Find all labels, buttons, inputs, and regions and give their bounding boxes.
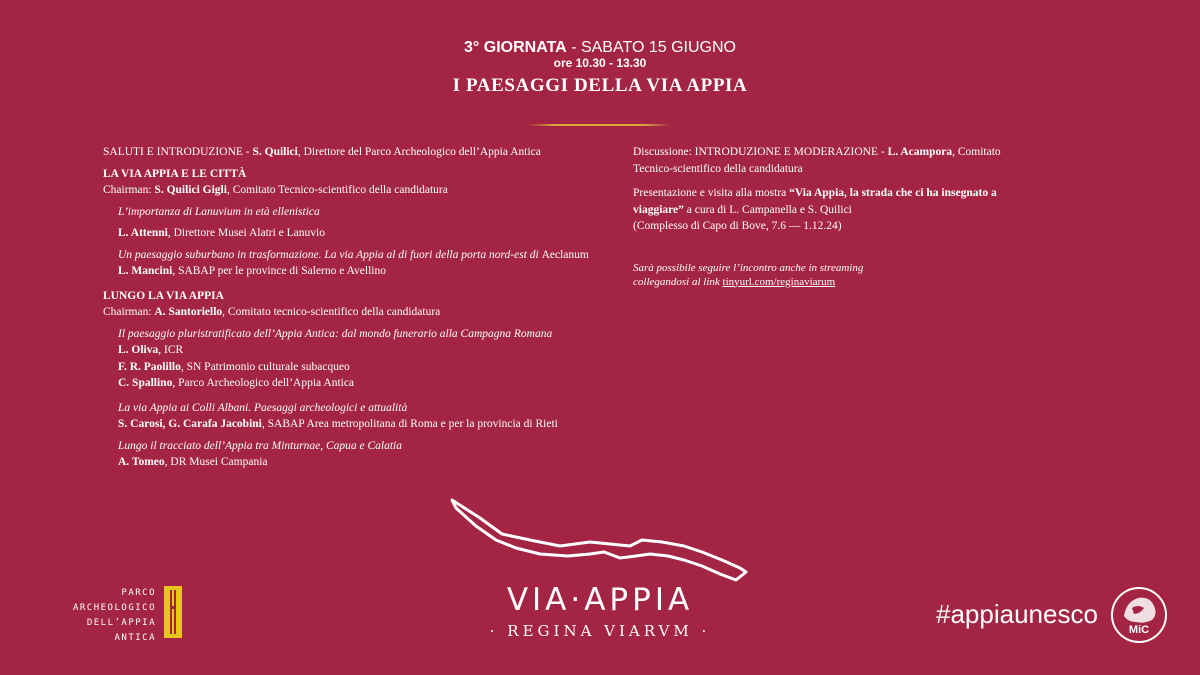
welcome-role: , Direttore del Parco Archeologico dell’Appia Antica [297,146,541,158]
exhibit-prefix: Presentazione e visita alla mostra [633,187,790,199]
chair-prefix: Chairman: [103,184,155,196]
speaker-role: , SABAP per le province di Salerno e Avellino [172,265,386,277]
welcome-prefix: SALUTI E INTRODUZIONE - [103,146,253,158]
section-title: LUNGO LA VIA APPIA [103,289,224,302]
chairman-line [103,304,623,321]
speaker-role: , Parco Archeologico dell’Appia Antica [172,377,355,389]
program-left-column [103,144,623,471]
talk-title: Il paesaggio pluristratificato dell’Appia Antica: dal mondo funerario alla Campagna Romana [118,327,553,340]
talk-speaker-line [103,359,623,376]
park-logo-line: ANTICA [114,633,156,643]
park-logo-line: ARCHEOLOGICO [72,603,156,613]
date-label: - SABATO 15 GIUGNO [571,39,736,56]
day-date-line [0,38,1200,57]
park-logo-text [70,586,156,646]
mic-ministry-logo-icon [1110,586,1168,644]
day-label: 3° GIORNATA [464,39,567,56]
hashtag: #appiaunesco [936,599,1098,629]
talk-title: La via Appia ai Colli Albani. Paesaggi archeologici e attualità [118,401,408,414]
speaker-role: , Direttore Musei Alatri e Lanuvio [167,227,325,239]
speaker-name: C. Spallino [118,377,173,389]
talk-speaker-line [103,454,623,471]
section-city [103,166,623,280]
brand-name: VIA·APPIA [506,582,694,618]
exhibit-block [633,185,1033,218]
talk-speaker-line [103,225,623,242]
streaming-link[interactable]: tinyurl.com/reginaviarum [722,275,836,288]
streaming-line [633,275,1053,289]
speaker-name: L. Oliva [118,344,159,356]
welcome-line [103,144,623,161]
via-appia-brand [400,582,800,640]
via-appia-route-icon [440,490,760,590]
speaker-role: , DR Musei Campania [164,456,268,468]
welcome-speaker: S. Quilici [252,146,298,158]
header [0,38,1200,97]
discussion-block [633,144,1033,177]
talk-speaker-line [103,342,623,359]
streaming-line: Sarà possibile seguire l’incontro anche in streaming [633,261,864,274]
talk-title [103,247,623,264]
park-logo-mark-icon [164,586,182,638]
streaming-prefix: collegandosi al link [633,275,723,288]
chair-name: A. Santoriello [154,306,223,318]
talk-speaker-line [103,263,623,280]
talk-title: L’importanza di Lanuvium in età ellenistica [118,205,320,218]
chair-role: , Comitato Tecnico-scientifico della candidatura [226,184,448,196]
section-along [103,288,623,471]
speaker-name: F. R. Paolillo [118,360,181,373]
exhibit-title: “Via Appia, la strada che ci ha insegnato a viaggiare” [633,187,997,216]
speaker-name: L. Mancini [118,265,173,277]
event-title: I PAESAGGI DELLA VIA APPIA [452,75,748,96]
chairman-line [103,182,623,199]
program-right-column [633,144,1053,289]
title-divider [528,124,670,126]
park-logo [70,586,156,646]
streaming-note [633,261,1053,289]
mic-label: MiC [1128,624,1150,636]
talk-speaker-line [103,375,623,392]
discussion-speaker: L. Acampora [887,146,953,158]
chair-prefix: Chairman: [103,306,155,318]
exhibit-venue: (Complesso di Capo di Bove, 7.6 — 1.12.24) [633,220,842,232]
hours: ore 10.30 - 13.30 [553,56,647,70]
speaker-name: A. Tomeo [118,456,165,468]
talk-title-place: Aeclanum [541,248,589,261]
section-title: LA VIA APPIA E LE CITTÀ [103,167,247,180]
talk-speaker-line [103,416,623,433]
chair-role: , Comitato tecnico-scientifico della candidatura [222,306,441,318]
speaker-role: , SN Patrimonio culturale subacqueo [180,360,350,373]
park-logo-line: DELL’APPIA [86,618,156,628]
speaker-role: , ICR [158,344,184,356]
talk-title-italic: Un paesaggio suburbano in trasformazione. La via Appia al di fuori della porta nord-est di [118,248,542,261]
brand-tagline: · REGINA VIARVM · [489,622,711,640]
discussion-role: , Comitato Tecnico-scientifico della candidatura [633,146,1001,175]
park-logo-line: PARCO [121,588,156,598]
speaker-name: S. Carosi, G. Carafa Jacobini [118,418,262,430]
speaker-role: , SABAP Area metropolitana di Roma e per la provincia di Rieti [261,418,558,430]
discussion-prefix: Discussione: INTRODUZIONE E MODERAZIONE - [633,146,888,158]
talk-title: Lungo il tracciato dell’Appia tra Minturnae, Capua e Calatia [118,439,402,452]
speaker-name: L. Attenni [118,227,168,239]
exhibit-suffix: a cura di L. Campanella e S. Quilici [683,203,852,216]
chair-name: S. Quilici Gigli [154,184,227,196]
